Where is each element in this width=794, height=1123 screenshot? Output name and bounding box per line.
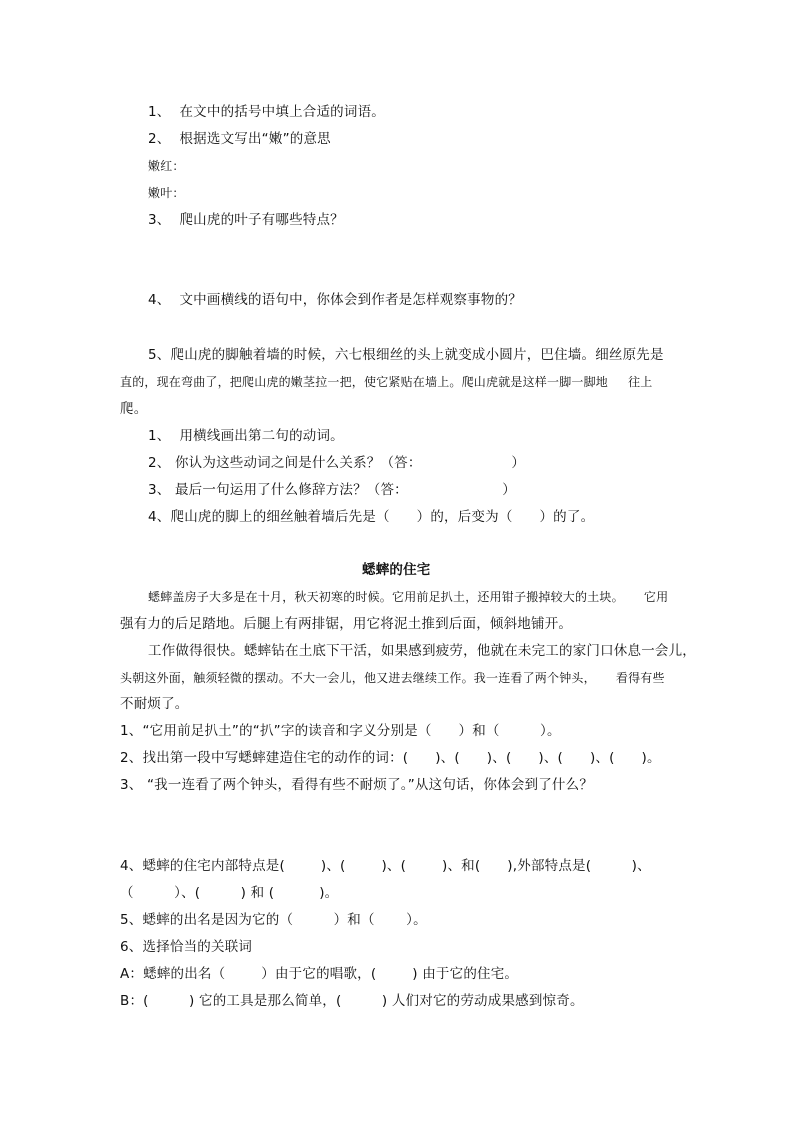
passage-line-3: 爬。 bbox=[120, 401, 148, 417]
question-5-3: 3、 最后一句运用了什么修辞方法？（答： ） bbox=[148, 482, 516, 498]
question-6-2: 2、找出第一段中写蟋蟀建造住宅的动作的词：( )、( )、( )、( )、( )。 bbox=[120, 750, 661, 766]
paragraph-2-line-2: 头朝这外面，触须轻微的摆动。不大一会儿，他又进去继续工作。我一连看了两个钟头， 看得有些 bbox=[120, 671, 665, 685]
paragraph-2-line-1: 工作做得很快。蟋蟀钻在土底下干活，如果感到疲劳，他就在未完工的家门口休息一会儿， bbox=[148, 643, 696, 659]
question-5-1: 1、 用横线画出第二句的动词。 bbox=[148, 428, 344, 444]
answer-label-nenhong: 嫩红： bbox=[148, 159, 185, 173]
question-3: 3、 爬山虎的叶子有哪些特点？ bbox=[148, 212, 344, 228]
question-5-4: 4、爬山虎的脚上的细丝触着墙后先是（ ）的，后变为（ ）的了。 bbox=[148, 509, 595, 525]
question-6-6-a: A：蟋蟀的出名（ ）由于它的唱歌，( ) 由于它的住宅。 bbox=[120, 966, 519, 982]
question-6-4-line-2: （ ）、( ) 和 ( )。 bbox=[120, 885, 339, 901]
question-6-4-line-1: 4、蟋蟀的住宅内部特点是( )、( )、( )、和( ),外部特点是( )、 bbox=[120, 858, 651, 874]
question-1: 1、 在文中的括号中填上合适的词语。 bbox=[148, 104, 385, 120]
question-6-3: 3、 “我一连看了两个钟头，看得有些不耐烦了。”从这句话，你体会到了什么？ bbox=[120, 777, 594, 793]
question-2: 2、 根据选文写出“嫩”的意思 bbox=[148, 131, 331, 147]
question-6-6-b: B：( ) 它的工具是那么简单，( ) 人们对它的劳动成果感到惊奇。 bbox=[120, 993, 584, 1009]
passage-line-2: 直的，现在弯曲了，把爬山虎的嫩茎拉一把，使它紧贴在墙上。爬山虎就是这样一脚一脚地 往上 bbox=[120, 375, 653, 389]
question-5-2: 2、 你认为这些动词之间是什么关系？（答： ） bbox=[148, 455, 526, 471]
passage-line-1: 5、爬山虎的脚触着墙的时候，六七根细丝的头上就变成小圆片，巴住墙。细丝原先是 bbox=[148, 347, 664, 363]
paragraph-1-line-1: 蟋蟀盖房子大多是在十月，秋天初寒的时候。它用前足扒土，还用钳子搬掉较大的土块。 它用 bbox=[148, 590, 669, 604]
paragraph-2-line-3: 不耐烦了。 bbox=[120, 696, 189, 712]
question-6-1: 1、“它用前足扒土”的“扒”字的读音和字义分别是（ ）和（ ）。 bbox=[120, 723, 561, 739]
article-title: 蟋蟀的住宅 bbox=[362, 562, 431, 578]
answer-label-nenye: 嫩叶： bbox=[148, 186, 185, 200]
question-6-5: 5、蟋蟀的出名是因为它的（ ）和（ ）。 bbox=[120, 912, 427, 928]
question-4: 4、 文中画横线的语句中，你体会到作者是怎样观察事物的？ bbox=[148, 292, 522, 308]
question-6-6: 6、选择恰当的关联词 bbox=[120, 939, 253, 955]
paragraph-1-line-2: 强有力的后足踏地。后腿上有两排锯，用它将泥土推到后面，倾斜地铺开。 bbox=[120, 616, 573, 632]
